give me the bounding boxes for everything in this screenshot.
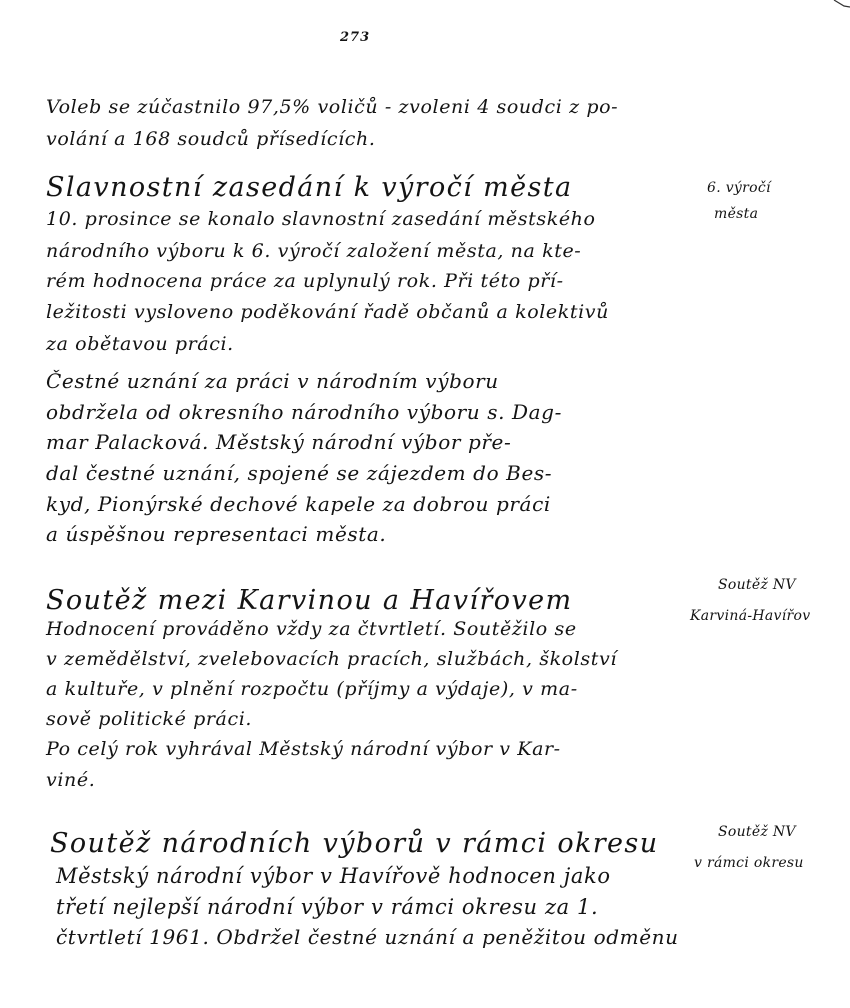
margin-note: města bbox=[714, 206, 759, 222]
paragraph-line: Městský národní výbor v Havířově hodnocen jako bbox=[56, 864, 611, 888]
section-heading-district-competition: Soutěž národních výborů v rámci okresu bbox=[50, 828, 659, 859]
margin-note: 6. výročí bbox=[707, 180, 771, 196]
margin-note: Karviná-Havířov bbox=[690, 608, 811, 624]
paragraph-line: a kultuře, v plnění rozpočtu (příjmy a výdaje), v ma- bbox=[46, 678, 578, 700]
paragraph-line: a úspěšnou representaci města. bbox=[46, 522, 387, 546]
paragraph-line: čtvrtletí 1961. Obdržel čestné uznání a peněžitou odměnu bbox=[56, 925, 679, 949]
paragraph-line: třetí nejlepší národní výbor v rámci okresu za 1. bbox=[56, 895, 599, 919]
intro-line: Voleb se zúčastnilo 97,5% voličů - zvoleni 4 soudci z po- bbox=[46, 96, 619, 118]
paragraph-line: Po celý rok vyhrával Městský národní výbor v Kar- bbox=[46, 738, 561, 760]
paragraph-line: mar Palacková. Městský národní výbor pře- bbox=[46, 430, 512, 454]
paragraph-line: viné. bbox=[46, 769, 96, 791]
paragraph-line: obdržela od okresního národního výboru s. Dag- bbox=[46, 400, 562, 424]
paragraph-line: národního výboru k 6. výročí založení města, na kte- bbox=[46, 240, 582, 262]
intro-line: volání a 168 soudců přísedících. bbox=[46, 128, 376, 150]
paragraph-line: za obětavou práci. bbox=[46, 333, 234, 355]
paragraph-line: rém hodnocena práce za uplynulý rok. Při této pří- bbox=[46, 270, 564, 292]
page-corner-mark bbox=[822, 0, 850, 8]
paragraph-line: Čestné uznání za práci v národním výboru bbox=[46, 369, 499, 393]
paragraph-line: dal čestné uznání, spojené se zájezdem do Bes- bbox=[46, 461, 553, 485]
section-heading-karvina-havirov: Soutěž mezi Karvinou a Havířovem bbox=[46, 585, 573, 616]
paragraph-line: 10. prosince se konalo slavnostní zasedání městského bbox=[46, 208, 596, 230]
margin-note: v rámci okresu bbox=[694, 855, 804, 871]
paragraph-line: kyd, Pionýrské dechové kapele za dobrou práci bbox=[46, 492, 551, 516]
page-number: 273 bbox=[340, 30, 371, 45]
section-heading-anniversary: Slavnostní zasedání k výročí města bbox=[46, 172, 573, 203]
paragraph-line: sově politické práci. bbox=[46, 708, 253, 730]
paragraph-line: Hodnocení prováděno vždy za čtvrtletí. Soutěžilo se bbox=[46, 618, 577, 640]
margin-note: Soutěž NV bbox=[718, 824, 796, 840]
paragraph-line: ležitosti vysloveno poděkování řadě občanů a kolektivů bbox=[46, 301, 609, 323]
margin-note: Soutěž NV bbox=[718, 577, 796, 593]
paragraph-line: v zemědělství, zvelebovacích pracích, službách, školství bbox=[46, 648, 617, 670]
